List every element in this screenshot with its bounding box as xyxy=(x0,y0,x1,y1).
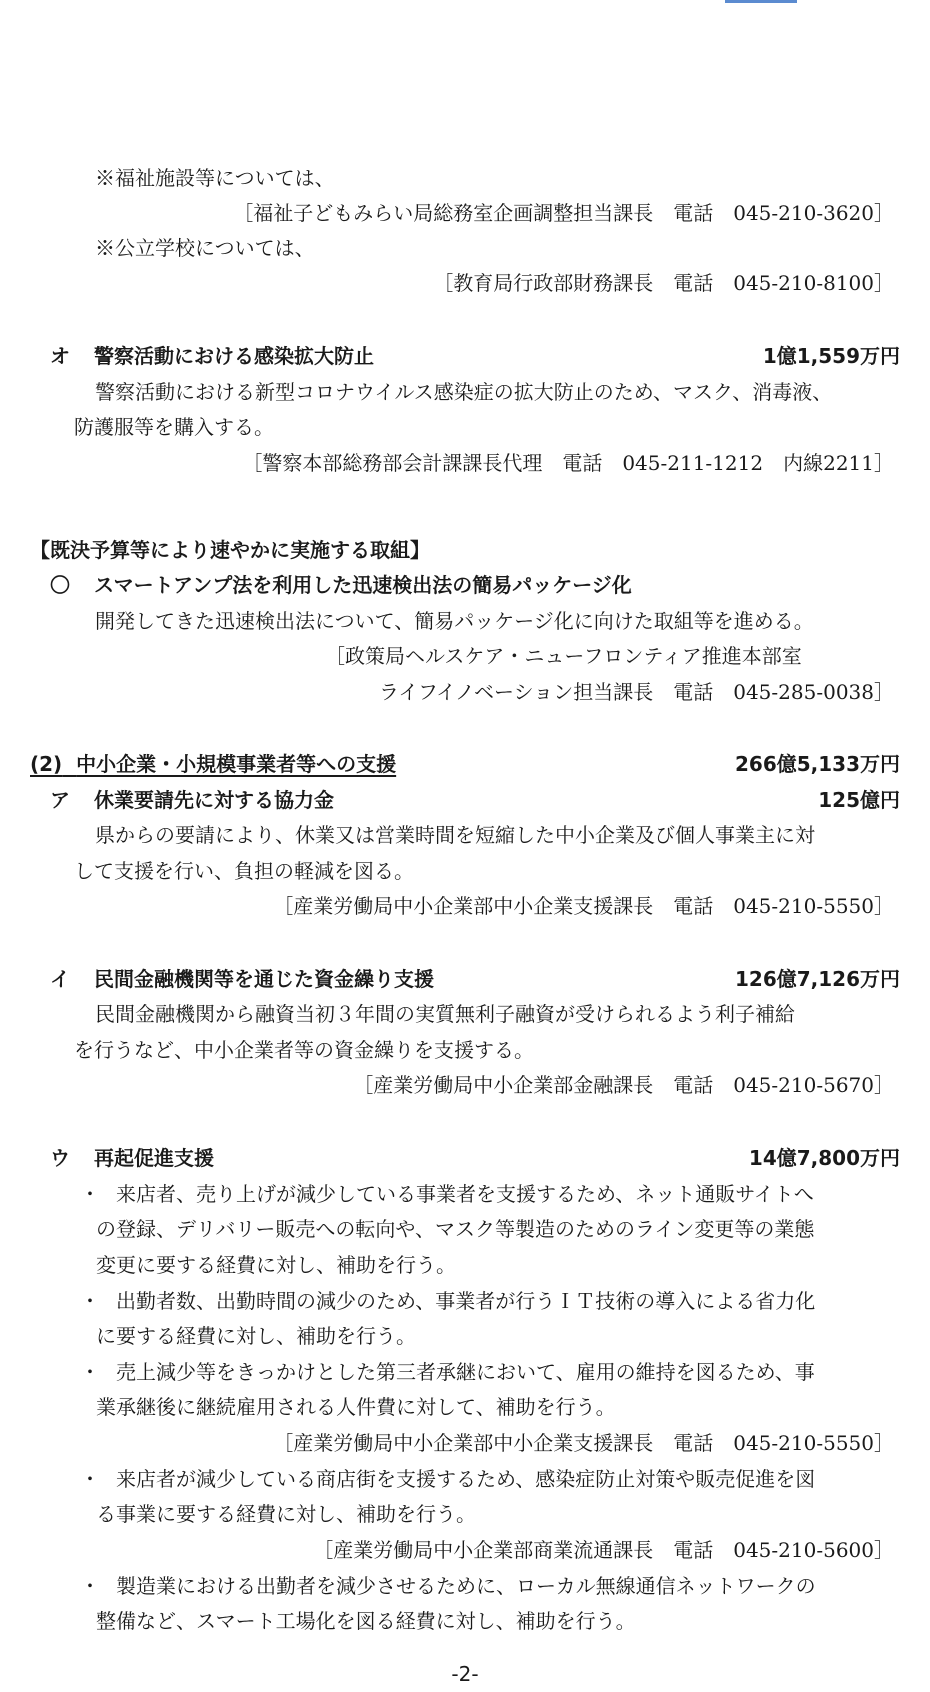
existing-item-body: 開発してきた迅速検出法について、簡易パッケージ化に向けた取組等を進める。 xyxy=(95,609,814,633)
item-u-heading xyxy=(50,1140,900,1176)
item-o-body-line2: 防護服等を購入する。 xyxy=(74,415,274,439)
bullet-mark: ・ xyxy=(80,1182,100,1206)
item-i-body-line1: 民間金融機関から融資当初３年間の実質無利子融資が受けられるよう利子補給 xyxy=(95,1002,795,1026)
contact-schools: ［教育局行政部財務課長 電話 045-210-8100］ xyxy=(433,271,894,295)
bullet-5-line2: 整備など、スマート工場化を図る経費に対し、補助を行う。 xyxy=(96,1609,636,1633)
top-edge-mark xyxy=(725,0,797,3)
item-o-mark: オ xyxy=(50,344,70,368)
section-2-title-text: 中小企業・小規模事業者等への支援 xyxy=(76,752,397,776)
bullet-mark: ・ xyxy=(80,1574,100,1598)
bullet-4-line2: る事業に要する経費に対し、補助を行う。 xyxy=(96,1502,476,1526)
item-a-heading xyxy=(50,782,900,818)
bullet-2-line2: に要する経費に対し、補助を行う。 xyxy=(96,1324,416,1348)
contact-welfare: ［福祉子どもみらい局総務室企画調整担当課長 電話 045-210-3620］ xyxy=(233,201,894,225)
section-2-amount: 266億5,133万円 xyxy=(734,752,900,776)
existing-item-contact-line1: ［政策局ヘルスケア・ニューフロンティア推進本部室 xyxy=(325,644,802,668)
bullet-1-line2: の登録、デリバリー販売への転向や、マスク等製造のためのライン変更等の業態 xyxy=(96,1217,815,1241)
bullet-mark: ・ xyxy=(80,1289,100,1313)
existing-item-heading xyxy=(50,567,900,603)
item-a-body-line1: 県からの要請により、休業又は営業時間を短縮した中小企業及び個人事業主に対 xyxy=(95,823,815,847)
section-2-heading xyxy=(30,746,900,782)
item-o-contact: ［警察本部総務部会計課課長代理 電話 045-211-1212 内線2211］ xyxy=(242,451,894,475)
item-u-mark: ウ xyxy=(50,1146,70,1170)
page-number: -2- xyxy=(451,1662,479,1686)
bullet-3-line1: 売上減少等をきっかけとした第三者承継において、雇用の維持を図るため、事 xyxy=(96,1360,815,1384)
item-a-body-line2: して支援を行い、負担の軽減を図る。 xyxy=(74,859,414,883)
existing-item-contact-line2: ライフイノベーション担当課長 電話 045-285-0038］ xyxy=(379,680,894,704)
note-welfare: ※福祉施設等については、 xyxy=(95,166,335,190)
item-i-contact: ［産業労働局中小企業部金融課長 電話 045-210-5670］ xyxy=(353,1073,894,1097)
item-i-title: 民間金融機関等を通じた資金繰り支援 xyxy=(94,967,434,991)
bullet-mark: ・ xyxy=(80,1467,100,1491)
item-i-heading xyxy=(50,961,900,997)
item-a-contact: ［産業労働局中小企業部中小企業支援課長 電話 045-210-5550］ xyxy=(273,894,894,918)
item-a-title: 休業要請先に対する協力金 xyxy=(94,788,334,812)
item-o-heading xyxy=(50,338,900,374)
bullet-4-line1: 来店者が減少している商店街を支援するため、感染症防止対策や販売促進を図 xyxy=(96,1467,816,1491)
item-o-body-line1: 警察活動における新型コロナウイルス感染症の拡大防止のため、マスク、消毒液、 xyxy=(95,380,833,404)
item-u-amount: 14億7,800万円 xyxy=(748,1146,900,1170)
section-2-number: (2) xyxy=(30,752,63,776)
existing-budget-heading: 【既決予算等により速やかに実施する取組】 xyxy=(30,538,430,562)
item-i-amount: 126億7,126万円 xyxy=(734,967,900,991)
existing-item-title: スマートアンプ法を利用した迅速検出法の簡易パッケージ化 xyxy=(94,573,632,597)
bullet-2-line1: 出勤者数、出勤時間の減少のため、事業者が行うＩＴ技術の導入による省力化 xyxy=(96,1289,816,1313)
bullet-1-line3: 変更に要する経費に対し、補助を行う。 xyxy=(96,1253,456,1277)
section-2-title xyxy=(30,752,396,776)
bullet-1-line1: 来店者、売り上げが減少している事業者を支援するため、ネット通販サイトへ xyxy=(96,1182,814,1206)
note-schools: ※公立学校については、 xyxy=(95,236,315,260)
bullet-5-line1: 製造業における出勤者を減少させるために、ローカル無線通信ネットワークの xyxy=(96,1574,816,1598)
existing-item-mark: 〇 xyxy=(50,573,70,597)
item-o-amount: 1億1,559万円 xyxy=(762,344,900,368)
bullet-3-line2: 業承継後に継続雇用される人件費に対して、補助を行う。 xyxy=(96,1395,616,1419)
item-u-title: 再起促進支援 xyxy=(94,1146,214,1170)
bullet-mark: ・ xyxy=(80,1360,100,1384)
item-i-mark: イ xyxy=(50,967,70,991)
item-a-amount: 125億円 xyxy=(818,788,900,812)
item-u-contact-commerce: ［産業労働局中小企業部商業流通課長 電話 045-210-5600］ xyxy=(313,1538,894,1562)
item-i-body-line2: を行うなど、中小企業者等の資金繰りを支援する。 xyxy=(74,1038,534,1062)
item-a-mark: ア xyxy=(50,788,70,812)
item-o-title: 警察活動における感染拡大防止 xyxy=(94,344,374,368)
item-u-contact-support: ［産業労働局中小企業部中小企業支援課長 電話 045-210-5550］ xyxy=(273,1431,894,1455)
